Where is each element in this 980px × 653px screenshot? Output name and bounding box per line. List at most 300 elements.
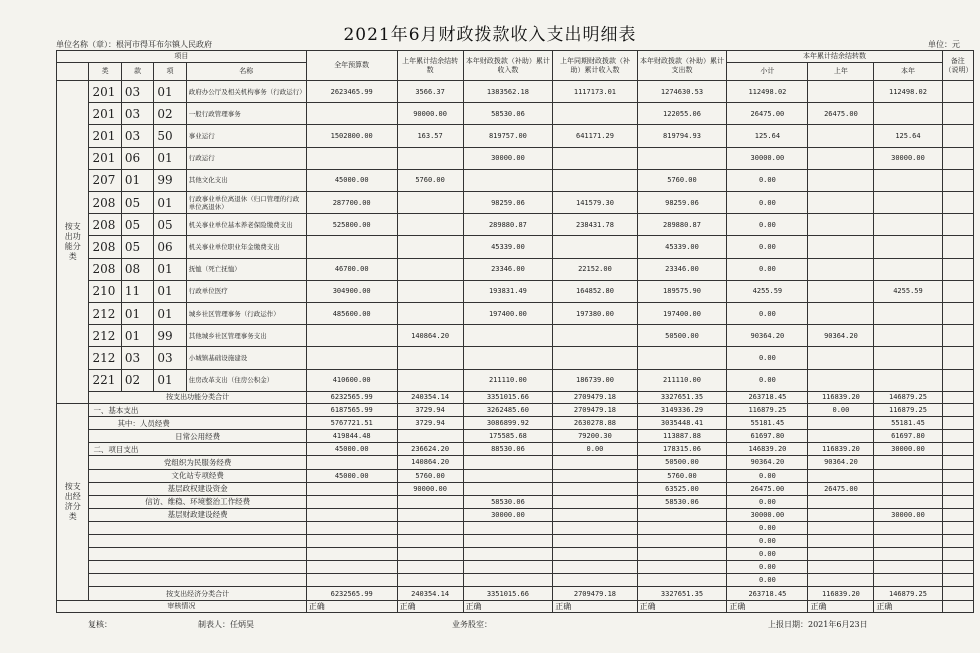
cell-expense: 819794.93 xyxy=(637,125,727,147)
cell-expense: 45339.00 xyxy=(637,236,727,258)
cell-income: 197400.00 xyxy=(463,303,553,325)
cell-expense xyxy=(637,561,727,574)
cell-budget: 419844.48 xyxy=(306,430,397,443)
header-prev-carry: 上年累计结余结转数 xyxy=(397,51,463,81)
header-xiang: 项 xyxy=(154,63,186,81)
cell-sub: 0.00 xyxy=(727,561,808,574)
cell-income xyxy=(463,469,553,482)
cell-prev xyxy=(397,236,463,258)
total-prev_income: 2709479.18 xyxy=(553,587,637,600)
cell-cur xyxy=(874,192,942,214)
cell-prev_income: 641171.29 xyxy=(553,125,637,147)
cell-cur xyxy=(874,103,942,125)
cell-sub: 0.00 xyxy=(727,169,808,191)
econ-row xyxy=(57,469,974,482)
cell-remark xyxy=(942,535,973,548)
func-row xyxy=(57,103,974,125)
cell-kuan: 01 xyxy=(121,169,153,191)
econ-row xyxy=(57,482,974,495)
cell-prev xyxy=(397,495,463,508)
cell-cur xyxy=(874,535,942,548)
total-last: 116839.20 xyxy=(808,587,874,600)
cell-prev_income xyxy=(553,103,637,125)
cell-cur xyxy=(874,521,942,534)
total-budget: 6232565.99 xyxy=(306,587,397,600)
cell-sub: 61697.80 xyxy=(727,430,808,443)
cell-expense xyxy=(637,548,727,561)
cell-budget: 6187565.99 xyxy=(306,403,397,416)
econ-name: 党组织为民服务经费 xyxy=(89,456,306,469)
cell-last xyxy=(808,417,874,430)
total-expense: 3327651.35 xyxy=(637,391,727,403)
cell-kuan: 03 xyxy=(121,347,153,369)
cell-prev xyxy=(397,214,463,236)
cell-budget: 2623465.99 xyxy=(306,81,397,103)
cell-last xyxy=(808,236,874,258)
econ-name: 日常公用经费 xyxy=(89,430,306,443)
econ-row xyxy=(57,535,974,548)
func-row xyxy=(57,192,974,214)
cell-sub: 0.00 xyxy=(727,535,808,548)
cell-budget xyxy=(306,495,397,508)
cell-prev: 90000.00 xyxy=(397,482,463,495)
cell-sub: 0.00 xyxy=(727,521,808,534)
cell-prev xyxy=(397,574,463,587)
cell-prev_income: 79200.30 xyxy=(553,430,637,443)
cell-prev: 3729.94 xyxy=(397,403,463,416)
cell-income: 98259.06 xyxy=(463,192,553,214)
econ-name: 信访、维稳、环境整治工作经费 xyxy=(89,495,306,508)
cell-xiang: 99 xyxy=(154,169,186,191)
cell-prev_income xyxy=(553,469,637,482)
cell-remark xyxy=(942,325,973,347)
cell-name: 一般行政管理事务 xyxy=(186,103,306,125)
cell-cur xyxy=(874,347,942,369)
cell-cur xyxy=(874,469,942,482)
cell-budget: 485600.00 xyxy=(306,303,397,325)
cell-cur xyxy=(874,456,942,469)
cell-prev xyxy=(397,258,463,280)
econ-name xyxy=(89,535,306,548)
cell-expense: 211110.00 xyxy=(637,369,727,391)
cell-lei: 212 xyxy=(89,347,121,369)
cell-prev_income xyxy=(553,169,637,191)
total-expense: 3327651.35 xyxy=(637,587,727,600)
cell-xiang: 01 xyxy=(154,81,186,103)
audit-status: 正确 xyxy=(727,600,808,612)
cell-remark xyxy=(942,469,973,482)
cell-prev xyxy=(397,430,463,443)
cell-lei: 221 xyxy=(89,369,121,391)
cell-last: 26475.00 xyxy=(808,482,874,495)
cell-budget xyxy=(306,236,397,258)
cell-income: 193831.49 xyxy=(463,280,553,302)
cell-cur: 125.64 xyxy=(874,125,942,147)
report-table xyxy=(56,50,974,613)
cell-income xyxy=(463,574,553,587)
cell-last xyxy=(808,258,874,280)
cell-prev_income: 197380.00 xyxy=(553,303,637,325)
cell-remark xyxy=(942,192,973,214)
cell-kuan: 11 xyxy=(121,280,153,302)
header-kuan: 款 xyxy=(121,63,153,81)
cell-prev: 90000.00 xyxy=(397,103,463,125)
cell-prev: 236624.20 xyxy=(397,443,463,456)
audit-status: 正确 xyxy=(553,600,637,612)
econ-name: 二、项目支出 xyxy=(89,443,306,456)
cell-last xyxy=(808,214,874,236)
cell-budget: 46700.00 xyxy=(306,258,397,280)
cell-sub: 0.00 xyxy=(727,258,808,280)
cell-prev xyxy=(397,561,463,574)
func-row xyxy=(57,325,974,347)
cell-expense xyxy=(637,521,727,534)
cell-cur xyxy=(874,169,942,191)
cell-xiang: 01 xyxy=(154,192,186,214)
cell-prev xyxy=(397,508,463,521)
header-mingcheng: 名称 xyxy=(186,63,306,81)
cell-last xyxy=(808,508,874,521)
cell-xiang: 01 xyxy=(154,147,186,169)
cell-budget xyxy=(306,548,397,561)
cell-expense xyxy=(637,574,727,587)
cell-prev_income: 141579.30 xyxy=(553,192,637,214)
cell-income xyxy=(463,325,553,347)
cell-last: 116839.20 xyxy=(808,443,874,456)
cell-lei: 201 xyxy=(89,147,121,169)
cell-name: 抚恤（死亡抚恤） xyxy=(186,258,306,280)
cell-remark xyxy=(942,574,973,587)
total-cur: 146879.25 xyxy=(874,587,942,600)
cell-sub: 0.00 xyxy=(727,214,808,236)
footer-dept: 业务股室： xyxy=(452,620,492,629)
cell-sub: 0.00 xyxy=(727,303,808,325)
cell-budget xyxy=(306,456,397,469)
cell-prev xyxy=(397,280,463,302)
func-category-label: 按支出功能分类 xyxy=(57,81,89,404)
header-cur-income: 本年财政拨款（补助）累计收入数 xyxy=(463,51,553,81)
cell-income: 1383562.18 xyxy=(463,81,553,103)
cell-prev_income xyxy=(553,508,637,521)
econ-row xyxy=(57,574,974,587)
cell-remark xyxy=(942,81,973,103)
cell-prev xyxy=(397,192,463,214)
cell-prev_income: 22152.00 xyxy=(553,258,637,280)
cell-cur xyxy=(874,214,942,236)
cell-budget xyxy=(306,508,397,521)
cell-prev: 140864.20 xyxy=(397,456,463,469)
cell-prev: 5760.00 xyxy=(397,169,463,191)
cell-budget: 304900.00 xyxy=(306,280,397,302)
cell-remark xyxy=(942,391,973,403)
cell-prev xyxy=(397,548,463,561)
cell-income xyxy=(463,482,553,495)
cell-sub: 112498.02 xyxy=(727,81,808,103)
total-prev_income: 2709479.18 xyxy=(553,391,637,403)
cell-prev xyxy=(397,521,463,534)
cell-remark xyxy=(942,125,973,147)
header-remark: 备注（说明） xyxy=(942,51,973,81)
cell-prev_income xyxy=(553,236,637,258)
cell-income xyxy=(463,521,553,534)
cell-xiang: 01 xyxy=(154,369,186,391)
cell-remark xyxy=(942,508,973,521)
total-prev: 240354.14 xyxy=(397,587,463,600)
cell-budget xyxy=(306,325,397,347)
cell-prev: 3729.94 xyxy=(397,417,463,430)
cell-last xyxy=(808,369,874,391)
econ-row xyxy=(57,417,974,430)
cell-sub: 30000.00 xyxy=(727,508,808,521)
cell-last xyxy=(808,147,874,169)
econ-name xyxy=(89,521,306,534)
total-sub: 263718.45 xyxy=(727,587,808,600)
cell-cur: 112498.02 xyxy=(874,81,942,103)
econ-name xyxy=(89,574,306,587)
cell-xiang: 03 xyxy=(154,347,186,369)
func-total-label: 按支出功能分类合计 xyxy=(89,391,306,403)
cell-budget xyxy=(306,574,397,587)
cell-name: 其他城乡社区管理事务支出 xyxy=(186,325,306,347)
audit-status: 正确 xyxy=(808,600,874,612)
cell-cur xyxy=(874,495,942,508)
cell-last xyxy=(808,430,874,443)
cell-remark xyxy=(942,369,973,391)
cell-lei: 201 xyxy=(89,125,121,147)
cell-name: 其他文化支出 xyxy=(186,169,306,191)
cell-income: 819757.00 xyxy=(463,125,553,147)
cell-remark xyxy=(942,587,973,600)
cell-cur xyxy=(874,574,942,587)
cell-remark xyxy=(942,169,973,191)
cell-prev: 5760.00 xyxy=(397,469,463,482)
cell-expense xyxy=(637,508,727,521)
econ-name xyxy=(89,561,306,574)
cell-income xyxy=(463,535,553,548)
cell-prev_income: 164852.80 xyxy=(553,280,637,302)
cell-lei: 201 xyxy=(89,103,121,125)
cell-xiang: 01 xyxy=(154,303,186,325)
cell-budget: 5767721.51 xyxy=(306,417,397,430)
footer-preparer: 制表人：任炳昊 xyxy=(198,620,254,629)
func-row xyxy=(57,280,974,302)
footer-reviewer: 复核： xyxy=(88,620,112,629)
cell-prev_income: 186739.00 xyxy=(553,369,637,391)
cell-cur: 30000.00 xyxy=(874,147,942,169)
func-row xyxy=(57,81,974,103)
cell-income: 3262485.60 xyxy=(463,403,553,416)
total-sub: 263718.45 xyxy=(727,391,808,403)
report-title: 2021年6月财政拨款收入支出明细表 xyxy=(343,25,637,45)
cell-prev_income xyxy=(553,347,637,369)
cell-last xyxy=(808,561,874,574)
func-row xyxy=(57,347,974,369)
cell-expense: 58530.06 xyxy=(637,495,727,508)
cell-remark xyxy=(942,495,973,508)
unit-name: 单位名称（章）：根河市得耳布尔镇人民政府 xyxy=(56,40,212,49)
cell-expense: 5760.00 xyxy=(637,469,727,482)
cell-lei: 208 xyxy=(89,192,121,214)
cell-cur xyxy=(874,561,942,574)
cell-budget xyxy=(306,482,397,495)
cell-kuan: 05 xyxy=(121,214,153,236)
cell-xiang: 99 xyxy=(154,325,186,347)
header-carry-group: 本年累计结余结转数 xyxy=(727,51,942,63)
cell-prev_income: 2709479.18 xyxy=(553,403,637,416)
cell-income: 175585.68 xyxy=(463,430,553,443)
cell-income: 30000.00 xyxy=(463,147,553,169)
cell-sub: 0.00 xyxy=(727,495,808,508)
cell-income: 45339.00 xyxy=(463,236,553,258)
cell-cur: 116879.25 xyxy=(874,403,942,416)
cell-sub: 0.00 xyxy=(727,574,808,587)
cell-budget: 1502800.00 xyxy=(306,125,397,147)
cell-expense xyxy=(637,147,727,169)
cell-remark xyxy=(942,443,973,456)
cell-prev_income xyxy=(553,521,637,534)
cell-last xyxy=(808,535,874,548)
cell-remark xyxy=(942,417,973,430)
func-row xyxy=(57,147,974,169)
cell-kuan: 05 xyxy=(121,192,153,214)
cell-prev_income xyxy=(553,561,637,574)
cell-name: 事业运行 xyxy=(186,125,306,147)
cell-expense: 122055.06 xyxy=(637,103,727,125)
cell-sub: 116879.25 xyxy=(727,403,808,416)
cell-remark xyxy=(942,236,973,258)
econ-row xyxy=(57,443,974,456)
econ-row xyxy=(57,548,974,561)
cell-income xyxy=(463,548,553,561)
cell-expense: 197400.00 xyxy=(637,303,727,325)
cell-last xyxy=(808,469,874,482)
cell-budget xyxy=(306,521,397,534)
header-subtotal: 小计 xyxy=(727,63,808,81)
cell-xiang: 50 xyxy=(154,125,186,147)
cell-last xyxy=(808,192,874,214)
cell-income: 88530.06 xyxy=(463,443,553,456)
func-row xyxy=(57,369,974,391)
cell-last: 0.00 xyxy=(808,403,874,416)
cell-lei: 208 xyxy=(89,258,121,280)
func-row xyxy=(57,236,974,258)
cell-cur xyxy=(874,236,942,258)
total-prev: 240354.14 xyxy=(397,391,463,403)
header-prev-same-income: 上年同期财政拨款（补助）累计收入数 xyxy=(553,51,637,81)
econ-row xyxy=(57,521,974,534)
cell-kuan: 03 xyxy=(121,103,153,125)
econ-name: 基层财政建设经费 xyxy=(89,508,306,521)
cell-lei: 210 xyxy=(89,280,121,302)
cell-expense: 50500.00 xyxy=(637,325,727,347)
func-row xyxy=(57,303,974,325)
cell-name: 行政单位医疗 xyxy=(186,280,306,302)
header-budget: 全年预算数 xyxy=(306,51,397,81)
cell-kuan: 01 xyxy=(121,325,153,347)
cell-budget xyxy=(306,147,397,169)
cell-budget: 45000.00 xyxy=(306,169,397,191)
cell-kuan: 01 xyxy=(121,303,153,325)
cell-budget: 45000.00 xyxy=(306,469,397,482)
cell-last xyxy=(808,303,874,325)
cell-last: 90364.20 xyxy=(808,456,874,469)
currency-unit: 单位：元 xyxy=(928,40,960,49)
econ-name xyxy=(89,548,306,561)
audit-status: 正确 xyxy=(397,600,463,612)
cell-prev xyxy=(397,147,463,169)
cell-income xyxy=(463,561,553,574)
cell-income: 289880.87 xyxy=(463,214,553,236)
cell-cur xyxy=(874,325,942,347)
econ-row xyxy=(57,508,974,521)
cell-budget: 45000.00 xyxy=(306,443,397,456)
cell-sub: 90364.20 xyxy=(727,325,808,347)
cell-xiang: 06 xyxy=(154,236,186,258)
cell-income: 211110.00 xyxy=(463,369,553,391)
cell-last xyxy=(808,521,874,534)
header-blank xyxy=(57,63,89,81)
cell-lei: 208 xyxy=(89,214,121,236)
cell-expense: 3149336.29 xyxy=(637,403,727,416)
cell-kuan: 02 xyxy=(121,369,153,391)
cell-kuan: 06 xyxy=(121,147,153,169)
cell-prev_income: 1117173.01 xyxy=(553,81,637,103)
cell-budget: 410600.00 xyxy=(306,369,397,391)
cell-sub: 0.00 xyxy=(727,347,808,369)
econ-name: 其中：人员经费 xyxy=(89,417,306,430)
cell-income: 58530.06 xyxy=(463,103,553,125)
cell-cur: 30000.00 xyxy=(874,443,942,456)
total-income: 3351015.66 xyxy=(463,391,553,403)
total-income: 3351015.66 xyxy=(463,587,553,600)
footer-date: 上报日期：2021年6月23日 xyxy=(768,620,868,629)
cell-prev_income xyxy=(553,325,637,347)
cell-cur: 61697.80 xyxy=(874,430,942,443)
cell-cur xyxy=(874,369,942,391)
cell-remark xyxy=(942,347,973,369)
cell-expense: 289880.87 xyxy=(637,214,727,236)
econ-total-label: 按支出经济分类合计 xyxy=(89,587,306,600)
cell-prev_income xyxy=(553,482,637,495)
cell-cur xyxy=(874,258,942,280)
cell-cur xyxy=(874,303,942,325)
cell-expense: 178315.06 xyxy=(637,443,727,456)
cell-last xyxy=(808,125,874,147)
cell-xiang: 02 xyxy=(154,103,186,125)
cell-sub: 0.00 xyxy=(727,192,808,214)
func-row xyxy=(57,125,974,147)
cell-income: 58530.06 xyxy=(463,495,553,508)
cell-remark xyxy=(942,280,973,302)
cell-name: 机关事业单位职业年金缴费支出 xyxy=(186,236,306,258)
total-last: 116839.20 xyxy=(808,391,874,403)
cell-prev_income: 238431.78 xyxy=(553,214,637,236)
audit-status: 正确 xyxy=(874,600,942,612)
econ-name: 文化站专项经费 xyxy=(89,469,306,482)
cell-expense: 1274630.53 xyxy=(637,81,727,103)
total-cur: 146879.25 xyxy=(874,391,942,403)
cell-remark xyxy=(942,482,973,495)
cell-name: 行政事业单位离退休（归口管理的行政单位离退休） xyxy=(186,192,306,214)
cell-lei: 207 xyxy=(89,169,121,191)
cell-remark xyxy=(942,147,973,169)
cell-prev xyxy=(397,535,463,548)
cell-remark xyxy=(942,103,973,125)
cell-budget xyxy=(306,535,397,548)
cell-name: 机关事业单位基本养老保险缴费支出 xyxy=(186,214,306,236)
cell-expense: 50500.00 xyxy=(637,456,727,469)
cell-last xyxy=(808,347,874,369)
